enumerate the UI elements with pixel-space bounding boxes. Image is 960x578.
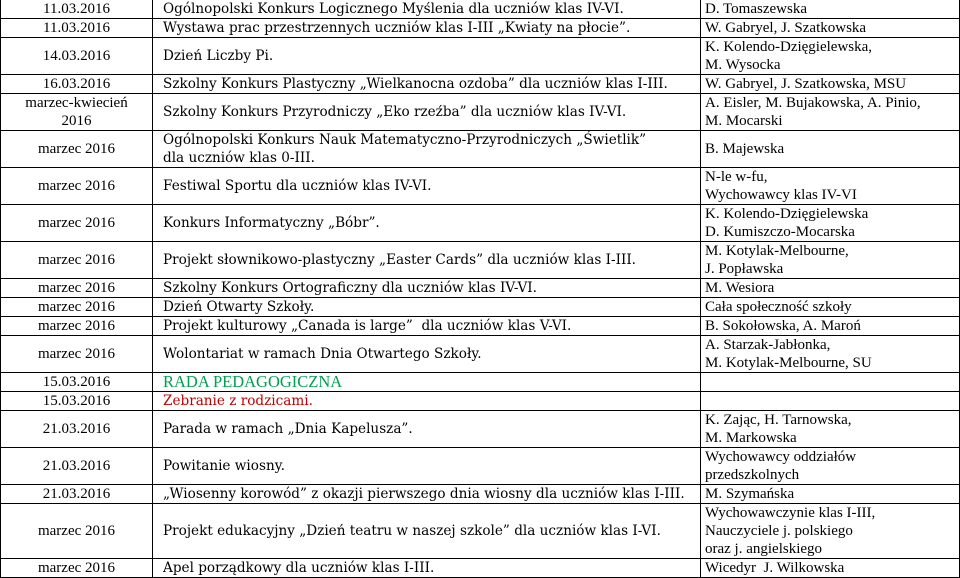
- event-text: Projekt słownikowo-plastyczny „Easter Cards” dla uczniów klas I-III.: [163, 252, 637, 268]
- date-cell: [1, 75, 153, 94]
- responsible-text: K. Zając, H. Tarnowska,: [705, 412, 852, 428]
- date-cell: [1, 392, 153, 411]
- event-text: Wolontariat w ramach Dnia Otwartego Szkoły.: [163, 346, 482, 362]
- responsible-text: Nauczyciele j. polskiego: [705, 523, 853, 539]
- responsible-text: W. Gabryel, J. Szatkowska, MSU: [705, 76, 907, 92]
- table-row: [1, 504, 960, 559]
- table-row: [1, 38, 960, 75]
- table-row: [1, 559, 960, 578]
- responsible-text: K. Kolendo-Dzięgielewska: [705, 206, 869, 222]
- responsible-cell: [701, 205, 960, 242]
- responsible-cell: [701, 19, 960, 38]
- event-text: Szkolny Konkurs Przyrodniczy „Eko rzeźba” dla uczniów klas IV-VI.: [163, 104, 627, 120]
- responsible-text: K. Kolendo-Dzięgielewska,: [705, 39, 873, 55]
- events-table-body: [1, 0, 960, 578]
- date-text: marzec 2016: [37, 141, 116, 157]
- responsible-text: Wychowawczynie klas I-III,: [705, 505, 876, 521]
- responsible-text: Wychowawcy oddziałów: [705, 449, 857, 465]
- responsible-text: Wicedyr J. Wilkowska: [705, 560, 845, 576]
- responsible-cell: [701, 336, 960, 373]
- event-cell: [153, 336, 701, 373]
- table-row: [1, 0, 960, 19]
- responsible-text: A. Eisler, M. Bujakowska, A. Pinio,: [705, 95, 921, 111]
- responsible-cell: [701, 279, 960, 298]
- date-text: marzec 2016: [37, 523, 116, 539]
- table-row: [1, 298, 960, 317]
- responsible-cell: [701, 317, 960, 336]
- date-text: 21.03.2016: [42, 486, 111, 502]
- date-cell: [1, 0, 153, 19]
- event-cell: [153, 373, 701, 392]
- event-text: Wystawa prac przestrzennych uczniów klas I-III „Kwiaty na płocie”.: [163, 20, 631, 36]
- date-text: marzec 2016: [37, 346, 116, 362]
- event-cell: [153, 75, 701, 94]
- date-cell: [1, 485, 153, 504]
- date-text: 11.03.2016: [43, 20, 110, 36]
- event-cell: [153, 485, 701, 504]
- responsible-cell: [701, 485, 960, 504]
- responsible-text: M. Mocarski: [705, 113, 783, 129]
- event-text: Powitanie wiosny.: [163, 458, 285, 474]
- responsible-text: B. Majewska: [705, 141, 785, 157]
- event-text: Ogólnopolski Konkurs Logicznego Myślenia dla uczniów klas IV-VI.: [163, 1, 624, 17]
- event-text: Zebranie z rodzicami.: [163, 393, 313, 409]
- responsible-text: M. Kotylak-Melbourne, SU: [705, 355, 872, 371]
- date-text: marzec 2016: [37, 318, 116, 334]
- date-cell: [1, 205, 153, 242]
- table-row: [1, 94, 960, 131]
- date-cell: [1, 373, 153, 392]
- date-cell: [1, 131, 153, 168]
- date-text: 2016: [61, 113, 92, 129]
- event-cell: [153, 279, 701, 298]
- responsible-text: D. Tomaszewska: [705, 1, 807, 17]
- date-text: 11.03.2016: [43, 1, 110, 17]
- responsible-cell: [701, 448, 960, 485]
- responsible-cell: [701, 94, 960, 131]
- table-row: [1, 336, 960, 373]
- date-text: 21.03.2016: [42, 421, 111, 437]
- table-row: [1, 75, 960, 94]
- responsible-text: N-le w-fu,: [705, 169, 768, 185]
- table-row: [1, 373, 960, 392]
- responsible-text: M. Wysocka: [705, 57, 781, 73]
- responsible-text: J. Popławska: [705, 261, 784, 277]
- date-text: 14.03.2016: [42, 48, 111, 64]
- date-text: marzec 2016: [37, 280, 116, 296]
- date-cell: [1, 317, 153, 336]
- responsible-cell: [701, 373, 960, 392]
- responsible-text: W. Gabryel, J. Szatkowska: [705, 20, 867, 36]
- event-text: Festiwal Sportu dla uczniów klas IV-VI.: [163, 178, 432, 194]
- date-text: marzec 2016: [37, 252, 116, 268]
- event-text: Parada w ramach „Dnia Kapelusza”.: [163, 421, 413, 437]
- date-text: marzec-kwiecień: [25, 95, 128, 111]
- date-cell: [1, 94, 153, 131]
- table-row: [1, 448, 960, 485]
- table-row: [1, 411, 960, 448]
- responsible-text: B. Sokołowska, A. Maroń: [705, 318, 861, 334]
- table-row: [1, 485, 960, 504]
- table-row: [1, 392, 960, 411]
- date-text: marzec 2016: [37, 560, 116, 576]
- date-cell: [1, 504, 153, 559]
- table-row: [1, 242, 960, 279]
- date-cell: [1, 279, 153, 298]
- event-cell: [153, 205, 701, 242]
- date-text: 15.03.2016: [42, 374, 111, 390]
- table-row: [1, 19, 960, 38]
- date-cell: [1, 168, 153, 205]
- event-cell: [153, 411, 701, 448]
- event-cell: [153, 317, 701, 336]
- event-cell: [153, 504, 701, 559]
- event-cell: [153, 168, 701, 205]
- event-text: Dzień Liczby Pi.: [163, 48, 274, 64]
- date-text: marzec 2016: [37, 299, 116, 315]
- responsible-cell: [701, 242, 960, 279]
- event-cell: [153, 19, 701, 38]
- date-cell: [1, 336, 153, 373]
- event-text: Szkolny Konkurs Ortograficzny dla uczniów klas IV-VI.: [163, 280, 537, 296]
- table-row: [1, 205, 960, 242]
- event-cell: [153, 298, 701, 317]
- date-cell: [1, 38, 153, 75]
- event-cell: [153, 392, 701, 411]
- event-cell: [153, 242, 701, 279]
- date-text: 21.03.2016: [42, 458, 111, 474]
- responsible-cell: [701, 392, 960, 411]
- event-cell: [153, 559, 701, 578]
- event-text: Projekt kulturowy „Canada is large” dla uczniów klas V-VI.: [163, 318, 572, 334]
- event-cell: [153, 38, 701, 75]
- event-text: Ogólnopolski Konkurs Nauk Matematyczno-Przyrodniczych „Świetlik”: [163, 132, 647, 148]
- event-text: Projekt edukacyjny „Dzień teatru w naszej szkole” dla uczniów klas I-VI.: [163, 523, 661, 539]
- event-text: Dzień Otwarty Szkoły.: [163, 299, 315, 315]
- date-cell: [1, 559, 153, 578]
- event-cell: [153, 94, 701, 131]
- responsible-cell: [701, 298, 960, 317]
- event-text: Szkolny Konkurs Plastyczny „Wielkanocna ozdoba” dla uczniów klas I-III.: [163, 76, 668, 92]
- responsible-cell: [701, 168, 960, 205]
- responsible-text: A. Starzak-Jabłonka,: [705, 337, 831, 353]
- date-cell: [1, 411, 153, 448]
- event-text: dla uczniów klas 0-III.: [163, 150, 315, 166]
- table-row: [1, 279, 960, 298]
- responsible-text: M. Markowska: [705, 430, 797, 446]
- responsible-cell: [701, 559, 960, 578]
- date-text: marzec 2016: [37, 178, 116, 194]
- table-row: [1, 317, 960, 336]
- responsible-cell: [701, 0, 960, 19]
- table-row: [1, 131, 960, 168]
- responsible-cell: [701, 75, 960, 94]
- event-text: „Wiosenny korowód” z okazji pierwszego dnia wiosny dla uczniów klas I-III.: [163, 486, 685, 502]
- date-cell: [1, 242, 153, 279]
- event-cell: [153, 0, 701, 19]
- responsible-cell: [701, 411, 960, 448]
- responsible-text: D. Kumiszczo-Mocarska: [705, 224, 855, 240]
- responsible-cell: [701, 38, 960, 75]
- date-cell: [1, 448, 153, 485]
- responsible-text: przedszkolnych: [705, 467, 800, 483]
- responsible-cell: [701, 131, 960, 168]
- responsible-text: Cała społeczność szkoły: [705, 299, 852, 315]
- event-text: RADA PEDAGOGICZNA: [163, 372, 343, 391]
- event-text: Apel porządkowy dla uczniów klas I-III.: [163, 560, 435, 576]
- responsible-text: M. Szymańska: [705, 486, 795, 502]
- responsible-text: M. Wesiora: [705, 280, 775, 296]
- date-cell: [1, 19, 153, 38]
- responsible-text: Wychowawcy klas IV-VI: [705, 187, 857, 203]
- responsible-cell: [701, 504, 960, 559]
- table-row: [1, 168, 960, 205]
- date-text: marzec 2016: [37, 215, 116, 231]
- responsible-text: oraz j. angielskiego: [705, 541, 823, 557]
- event-text: Konkurs Informatyczny „Bóbr”.: [163, 215, 380, 231]
- date-text: 15.03.2016: [42, 393, 111, 409]
- date-text: 16.03.2016: [42, 76, 111, 92]
- event-cell: [153, 448, 701, 485]
- date-cell: [1, 298, 153, 317]
- event-cell: [153, 131, 701, 168]
- responsible-text: M. Kotylak-Melbourne,: [705, 243, 849, 259]
